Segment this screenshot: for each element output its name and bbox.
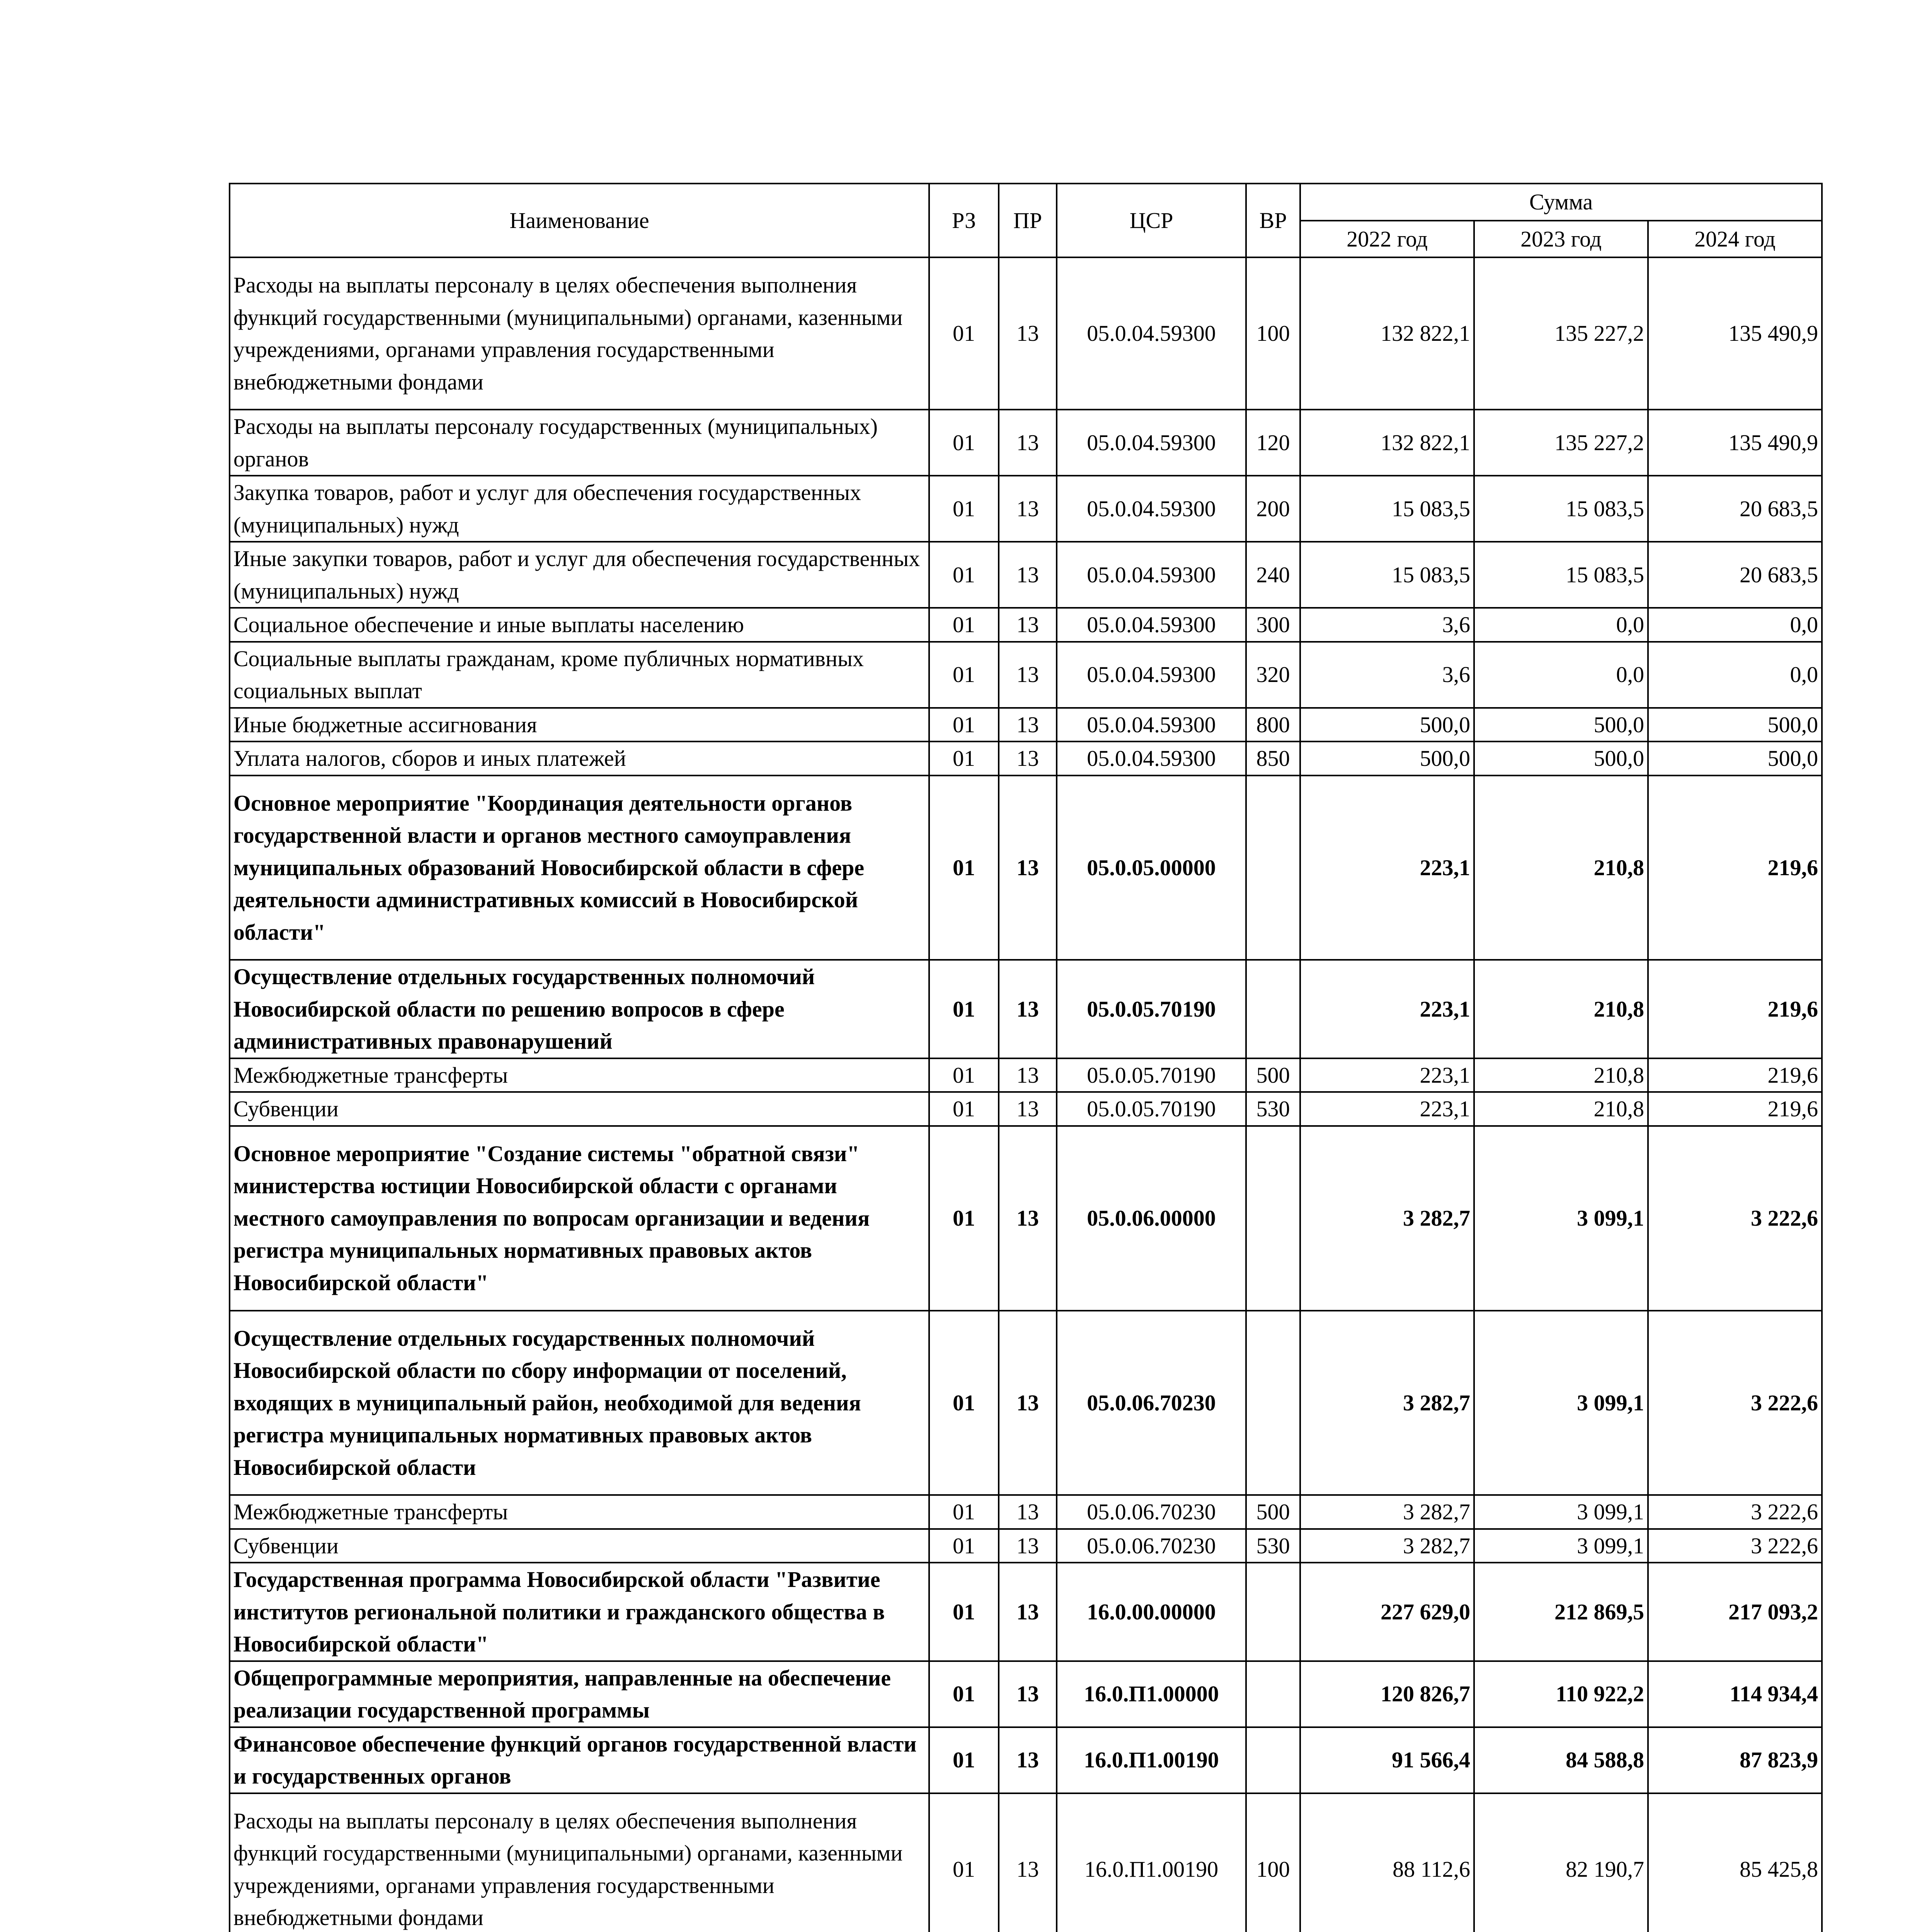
row-sum-2024: 3 222,6 <box>1648 1495 1822 1529</box>
row-pr: 13 <box>999 476 1057 542</box>
table-row <box>230 708 1822 742</box>
row-vr: 100 <box>1246 1793 1300 1932</box>
table-row <box>230 776 1822 960</box>
row-name: Общепрограммные мероприятия, направленные на обеспечение реализации государственной программы <box>230 1661 929 1727</box>
row-sum-2023: 210,8 <box>1474 960 1648 1058</box>
row-sum-2024: 219,6 <box>1648 776 1822 960</box>
row-sum-2023: 500,0 <box>1474 708 1648 742</box>
row-sum-2022: 132 822,1 <box>1300 410 1474 476</box>
row-csr: 16.0.00.00000 <box>1057 1563 1246 1661</box>
row-vr <box>1246 1311 1300 1495</box>
row-sum-2023: 3 099,1 <box>1474 1529 1648 1563</box>
row-rz: 01 <box>929 410 999 476</box>
row-sum-2023: 210,8 <box>1474 1092 1648 1126</box>
row-pr: 13 <box>999 960 1057 1058</box>
row-name: Межбюджетные трансферты <box>230 1495 929 1529</box>
row-sum-2023: 15 083,5 <box>1474 542 1648 608</box>
row-pr: 13 <box>999 410 1057 476</box>
table-body <box>230 257 1822 1932</box>
row-vr: 200 <box>1246 476 1300 542</box>
row-pr: 13 <box>999 1495 1057 1529</box>
row-vr <box>1246 960 1300 1058</box>
row-sum-2023: 82 190,7 <box>1474 1793 1648 1932</box>
row-name: Закупка товаров, работ и услуг для обеспечения государственных (муниципальных) нужд <box>230 476 929 542</box>
row-pr: 13 <box>999 1058 1057 1092</box>
row-csr: 05.0.04.59300 <box>1057 708 1246 742</box>
row-csr: 05.0.04.59300 <box>1057 642 1246 708</box>
row-sum-2022: 15 083,5 <box>1300 542 1474 608</box>
table-row <box>230 1793 1822 1932</box>
row-csr: 05.0.05.70190 <box>1057 960 1246 1058</box>
row-sum-2022: 3 282,7 <box>1300 1529 1474 1563</box>
table-row <box>230 1495 1822 1529</box>
row-sum-2023: 500,0 <box>1474 742 1648 776</box>
row-vr: 530 <box>1246 1092 1300 1126</box>
row-sum-2024: 114 934,4 <box>1648 1661 1822 1727</box>
table-row <box>230 1529 1822 1563</box>
row-rz: 01 <box>929 1661 999 1727</box>
row-sum-2023: 110 922,2 <box>1474 1661 1648 1727</box>
row-csr: 05.0.06.70230 <box>1057 1495 1246 1529</box>
row-rz: 01 <box>929 776 999 960</box>
row-sum-2024: 20 683,5 <box>1648 542 1822 608</box>
row-pr: 13 <box>999 1092 1057 1126</box>
row-pr: 13 <box>999 642 1057 708</box>
row-sum-2023: 212 869,5 <box>1474 1563 1648 1661</box>
row-sum-2022: 88 112,6 <box>1300 1793 1474 1932</box>
row-sum-2024: 135 490,9 <box>1648 257 1822 410</box>
header-pr: ПР <box>999 184 1057 257</box>
row-sum-2024: 135 490,9 <box>1648 410 1822 476</box>
row-csr: 05.0.05.00000 <box>1057 776 1246 960</box>
row-name: Иные закупки товаров, работ и услуг для обеспечения государственных (муниципальных) нужд <box>230 542 929 608</box>
row-pr: 13 <box>999 257 1057 410</box>
row-sum-2024: 3 222,6 <box>1648 1126 1822 1311</box>
row-pr: 13 <box>999 608 1057 642</box>
row-vr: 120 <box>1246 410 1300 476</box>
table-row <box>230 410 1822 476</box>
row-sum-2023: 15 083,5 <box>1474 476 1648 542</box>
row-sum-2024: 219,6 <box>1648 1058 1822 1092</box>
row-rz: 01 <box>929 960 999 1058</box>
row-csr: 05.0.04.59300 <box>1057 410 1246 476</box>
row-sum-2024: 217 093,2 <box>1648 1563 1822 1661</box>
table-row <box>230 1311 1822 1495</box>
header-2023: 2023 год <box>1474 221 1648 258</box>
row-sum-2022: 120 826,7 <box>1300 1661 1474 1727</box>
row-rz: 01 <box>929 1495 999 1529</box>
table-row <box>230 1126 1822 1311</box>
row-sum-2022: 15 083,5 <box>1300 476 1474 542</box>
table-row <box>230 960 1822 1058</box>
row-sum-2024: 500,0 <box>1648 708 1822 742</box>
row-name: Финансовое обеспечение функций органов государственной власти и государственных органов <box>230 1727 929 1793</box>
row-vr: 240 <box>1246 542 1300 608</box>
row-sum-2023: 3 099,1 <box>1474 1311 1648 1495</box>
row-sum-2023: 210,8 <box>1474 1058 1648 1092</box>
row-sum-2024: 500,0 <box>1648 742 1822 776</box>
row-pr: 13 <box>999 1563 1057 1661</box>
row-pr: 13 <box>999 742 1057 776</box>
row-vr: 850 <box>1246 742 1300 776</box>
row-csr: 05.0.04.59300 <box>1057 742 1246 776</box>
row-sum-2024: 3 222,6 <box>1648 1529 1822 1563</box>
table-row <box>230 257 1822 410</box>
row-rz: 01 <box>929 476 999 542</box>
row-pr: 13 <box>999 1311 1057 1495</box>
row-vr: 100 <box>1246 257 1300 410</box>
row-sum-2024: 85 425,8 <box>1648 1793 1822 1932</box>
row-csr: 16.0.П1.00000 <box>1057 1661 1246 1727</box>
row-rz: 01 <box>929 1058 999 1092</box>
row-sum-2022: 3 282,7 <box>1300 1495 1474 1529</box>
row-csr: 05.0.04.59300 <box>1057 608 1246 642</box>
row-pr: 13 <box>999 708 1057 742</box>
row-rz: 01 <box>929 742 999 776</box>
table-row <box>230 1563 1822 1661</box>
row-sum-2022: 223,1 <box>1300 776 1474 960</box>
row-csr: 16.0.П1.00190 <box>1057 1793 1246 1932</box>
row-rz: 01 <box>929 642 999 708</box>
row-sum-2022: 223,1 <box>1300 1058 1474 1092</box>
row-name: Государственная программа Новосибирской области "Развитие институтов региональной политики и гражданского общества в Новосибирской области" <box>230 1563 929 1661</box>
row-rz: 01 <box>929 1727 999 1793</box>
row-name: Основное мероприятие "Создание системы "обратной связи" министерства юстиции Новосибирской области с органами местного самоуправления по вопросам организации и ведения регистра муниципальных нормативных правовых актов Новосибирской области" <box>230 1126 929 1311</box>
row-sum-2023: 3 099,1 <box>1474 1126 1648 1311</box>
table-header <box>230 184 1822 257</box>
row-rz: 01 <box>929 1311 999 1495</box>
row-csr: 16.0.П1.00190 <box>1057 1727 1246 1793</box>
row-csr: 05.0.04.59300 <box>1057 476 1246 542</box>
row-sum-2024: 3 222,6 <box>1648 1311 1822 1495</box>
row-csr: 05.0.05.70190 <box>1057 1092 1246 1126</box>
row-rz: 01 <box>929 1126 999 1311</box>
row-rz: 01 <box>929 1793 999 1932</box>
row-name: Социальные выплаты гражданам, кроме публичных нормативных социальных выплат <box>230 642 929 708</box>
row-pr: 13 <box>999 1126 1057 1311</box>
row-name: Основное мероприятие "Координация деятельности органов государственной власти и органов местного самоуправления муниципальных образований Новосибирской области в сфере деятельности административных комиссий в Новосибирской области" <box>230 776 929 960</box>
table-row <box>230 742 1822 776</box>
row-sum-2024: 0,0 <box>1648 642 1822 708</box>
row-sum-2024: 87 823,9 <box>1648 1727 1822 1793</box>
row-vr: 300 <box>1246 608 1300 642</box>
row-rz: 01 <box>929 1529 999 1563</box>
row-name: Иные бюджетные ассигнования <box>230 708 929 742</box>
row-csr: 05.0.04.59300 <box>1057 257 1246 410</box>
row-rz: 01 <box>929 608 999 642</box>
row-name: Осуществление отдельных государственных полномочий Новосибирской области по решению вопросов в сфере административных правонарушений <box>230 960 929 1058</box>
row-pr: 13 <box>999 1727 1057 1793</box>
row-sum-2023: 0,0 <box>1474 608 1648 642</box>
row-sum-2023: 135 227,2 <box>1474 410 1648 476</box>
header-rz: РЗ <box>929 184 999 257</box>
row-vr: 530 <box>1246 1529 1300 1563</box>
row-vr: 320 <box>1246 642 1300 708</box>
table-row <box>230 1092 1822 1126</box>
row-pr: 13 <box>999 776 1057 960</box>
row-rz: 01 <box>929 708 999 742</box>
table-row <box>230 642 1822 708</box>
row-name: Расходы на выплаты персоналу в целях обеспечения выполнения функций государственными (муниципальными) органами, казенными учреждениями, органами управления государственными внебюджетными фондами <box>230 257 929 410</box>
header-2022: 2022 год <box>1300 221 1474 258</box>
row-name: Осуществление отдельных государственных полномочий Новосибирской области по сбору информации от поселений, входящих в муниципальный район, необходимой для ведения регистра муниципальных нормативных правовых актов Новосибирской области <box>230 1311 929 1495</box>
table-row <box>230 476 1822 542</box>
row-sum-2024: 0,0 <box>1648 608 1822 642</box>
row-sum-2022: 500,0 <box>1300 708 1474 742</box>
row-name: Социальное обеспечение и иные выплаты населению <box>230 608 929 642</box>
row-name: Уплата налогов, сборов и иных платежей <box>230 742 929 776</box>
budget-table <box>229 183 1823 1932</box>
row-sum-2024: 20 683,5 <box>1648 476 1822 542</box>
row-sum-2024: 219,6 <box>1648 1092 1822 1126</box>
row-csr: 05.0.04.59300 <box>1057 542 1246 608</box>
row-sum-2022: 91 566,4 <box>1300 1727 1474 1793</box>
table-row <box>230 1058 1822 1092</box>
row-name: Субвенции <box>230 1529 929 1563</box>
row-sum-2022: 132 822,1 <box>1300 257 1474 410</box>
row-sum-2022: 3,6 <box>1300 642 1474 708</box>
row-pr: 13 <box>999 542 1057 608</box>
row-sum-2023: 3 099,1 <box>1474 1495 1648 1529</box>
header-sum: Сумма <box>1300 184 1822 221</box>
header-csr: ЦСР <box>1057 184 1246 257</box>
row-sum-2023: 84 588,8 <box>1474 1727 1648 1793</box>
row-sum-2023: 135 227,2 <box>1474 257 1648 410</box>
row-name: Расходы на выплаты персоналу государственных (муниципальных) органов <box>230 410 929 476</box>
row-name: Субвенции <box>230 1092 929 1126</box>
row-rz: 01 <box>929 542 999 608</box>
row-csr: 05.0.05.70190 <box>1057 1058 1246 1092</box>
row-sum-2024: 219,6 <box>1648 960 1822 1058</box>
row-rz: 01 <box>929 257 999 410</box>
row-vr <box>1246 1563 1300 1661</box>
row-csr: 05.0.06.70230 <box>1057 1311 1246 1495</box>
header-2024: 2024 год <box>1648 221 1822 258</box>
table-row <box>230 608 1822 642</box>
row-sum-2022: 3 282,7 <box>1300 1126 1474 1311</box>
header-name: Наименование <box>230 184 929 257</box>
row-vr <box>1246 1727 1300 1793</box>
row-vr: 500 <box>1246 1058 1300 1092</box>
row-pr: 13 <box>999 1793 1057 1932</box>
row-vr: 800 <box>1246 708 1300 742</box>
row-sum-2022: 3,6 <box>1300 608 1474 642</box>
row-name: Межбюджетные трансферты <box>230 1058 929 1092</box>
table-row <box>230 1727 1822 1793</box>
table-row <box>230 1661 1822 1727</box>
row-sum-2022: 3 282,7 <box>1300 1311 1474 1495</box>
row-rz: 01 <box>929 1563 999 1661</box>
row-sum-2022: 223,1 <box>1300 1092 1474 1126</box>
row-sum-2023: 210,8 <box>1474 776 1648 960</box>
row-rz: 01 <box>929 1092 999 1126</box>
row-sum-2022: 500,0 <box>1300 742 1474 776</box>
row-vr <box>1246 776 1300 960</box>
row-sum-2022: 223,1 <box>1300 960 1474 1058</box>
row-vr <box>1246 1661 1300 1727</box>
row-sum-2023: 0,0 <box>1474 642 1648 708</box>
row-sum-2022: 227 629,0 <box>1300 1563 1474 1661</box>
row-csr: 05.0.06.70230 <box>1057 1529 1246 1563</box>
row-vr <box>1246 1126 1300 1311</box>
row-csr: 05.0.06.00000 <box>1057 1126 1246 1311</box>
row-pr: 13 <box>999 1529 1057 1563</box>
header-vr: ВР <box>1246 184 1300 257</box>
table-row <box>230 542 1822 608</box>
row-vr: 500 <box>1246 1495 1300 1529</box>
row-pr: 13 <box>999 1661 1057 1727</box>
row-name: Расходы на выплаты персоналу в целях обеспечения выполнения функций государственными (муниципальными) органами, казенными учреждениями, органами управления государственными внебюджетными фондами <box>230 1793 929 1932</box>
